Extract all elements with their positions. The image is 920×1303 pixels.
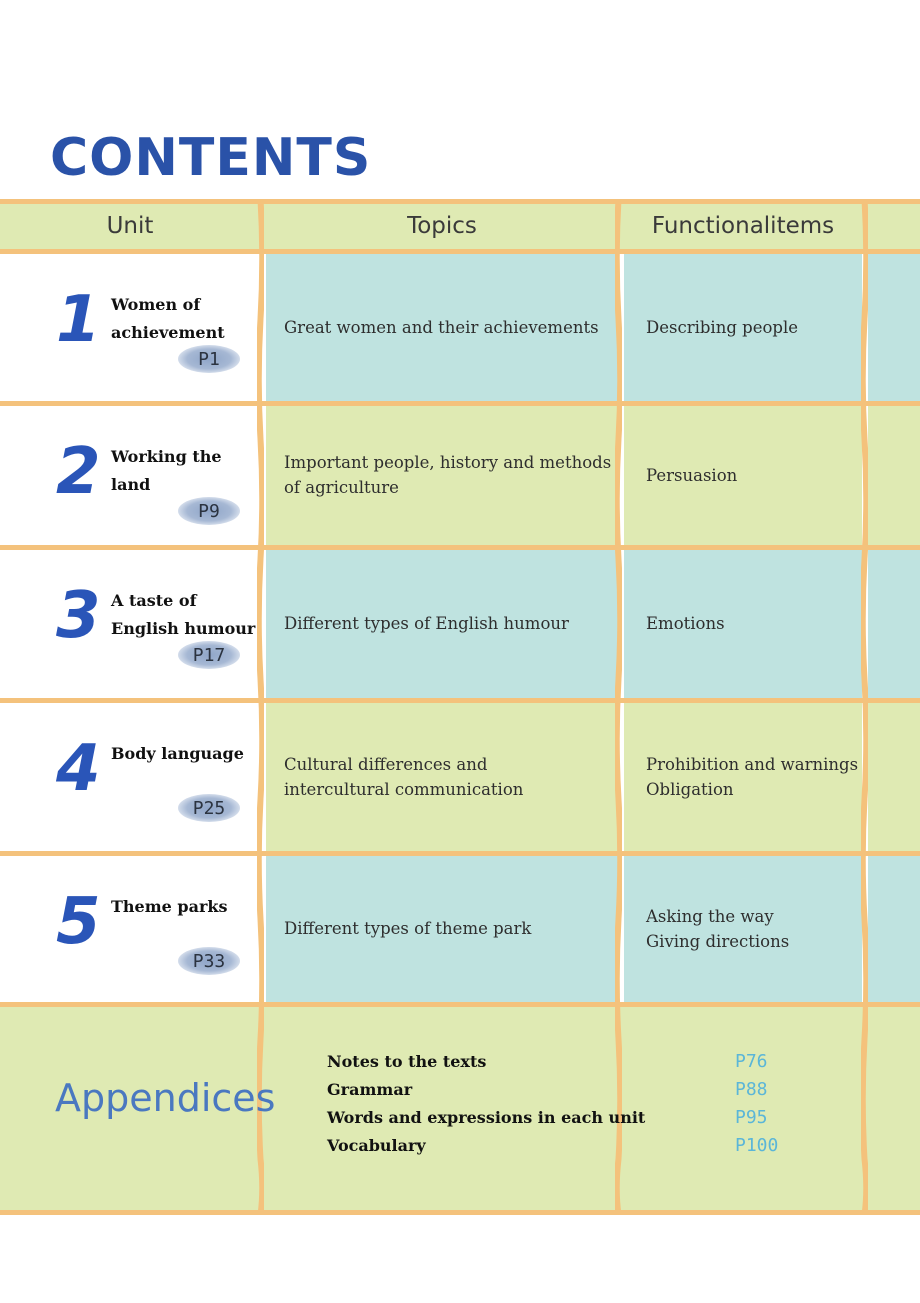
unit-row-5[interactable] [0,855,920,1002]
extra-cell [868,253,920,401]
unit-title: A taste of English humour [111,591,256,638]
extra-cell [868,855,920,1002]
unit-cell [0,253,260,401]
unit-number: 5 [56,885,101,959]
unit-number: 3 [56,579,101,653]
appendix-item[interactable]: Notes to the texts [327,1052,487,1071]
unit-number: 1 [56,283,101,357]
header-topics: Topics [407,213,477,239]
page-badge[interactable]: P17 [178,641,240,669]
functional-item: Persuasion [646,465,738,485]
header-functional-items: Functionalitems [651,213,835,239]
unit-cell [0,405,260,545]
functional-items-cell [624,405,862,545]
unit-title: Working the land [111,447,222,494]
unit-row-3[interactable] [0,549,920,698]
extra-cell [868,405,920,545]
appendix-item[interactable]: Words and expressions in each unit [327,1108,646,1127]
unit-row-2[interactable] [0,405,920,545]
unit-number: 2 [56,435,101,509]
row-divider [0,1002,920,1007]
appendix-page[interactable]: P88 [735,1079,768,1100]
unit-title: Body language [111,744,244,763]
appendix-page[interactable]: P95 [735,1107,768,1128]
topics-line: Cultural differences and [284,754,488,774]
topics-cell [266,549,618,698]
page-title: CONTENTS [50,128,372,188]
appendices-pages [735,1048,778,1160]
appendix-page[interactable]: P76 [735,1051,768,1072]
row-divider [0,1210,920,1215]
appendix-page[interactable]: P100 [735,1135,779,1156]
topics-line: Different types of English humour [284,614,569,633]
extra-cell [868,702,920,851]
unit-cell [0,702,260,851]
topics-line: Great women and their achievements [284,317,599,337]
topics-cell [266,702,618,851]
page-badge[interactable]: P25 [178,794,240,822]
appendix-item[interactable]: Vocabulary [327,1136,426,1155]
column-divider [861,199,868,1215]
header-extra-column [868,203,920,249]
unit-row-1[interactable] [0,253,920,401]
row-divider [0,401,920,406]
table-header [0,203,920,249]
page-badge[interactable]: P1 [178,345,240,373]
row-divider [0,199,920,204]
row-divider [0,545,920,550]
topics-line: intercultural communication [284,779,524,799]
functional-item: Giving directions [646,931,790,951]
topics-line: Important people, history and methods [284,453,612,472]
header-unit: Unit [106,213,154,239]
unit-row-4[interactable] [0,702,920,851]
functional-item: Describing people [646,317,799,337]
topics-cell [266,405,618,545]
functional-items-cell [624,702,862,851]
page-badge[interactable]: P9 [178,497,240,525]
topics-line: of agriculture [284,478,399,497]
extra-cell [868,549,920,698]
page-badge[interactable]: P33 [178,947,240,975]
unit-title: Women of achievement [111,295,225,342]
unit-cell [0,549,260,698]
topics-line: Different types of theme park [284,919,532,938]
functional-item: Emotions [646,614,725,633]
column-divider [257,199,264,1215]
row-divider [0,249,920,254]
topics-cell [266,855,618,1002]
functional-item: Asking the way [646,906,774,926]
topics-cell [266,253,618,401]
appendix-item[interactable]: Grammar [327,1080,413,1099]
functional-items-cell [624,253,862,401]
functional-items-cell [624,549,862,698]
functional-items-cell [624,855,862,1002]
unit-cell [0,855,260,1002]
functional-item: Obligation [646,779,734,799]
unit-title: Theme parks [111,897,228,916]
appendices-list [327,1048,645,1160]
appendices-label: Appendices [55,1076,276,1120]
row-divider [0,698,920,703]
functional-item: Prohibition and warnings [646,754,859,774]
row-divider [0,851,920,856]
unit-number: 4 [56,732,101,806]
